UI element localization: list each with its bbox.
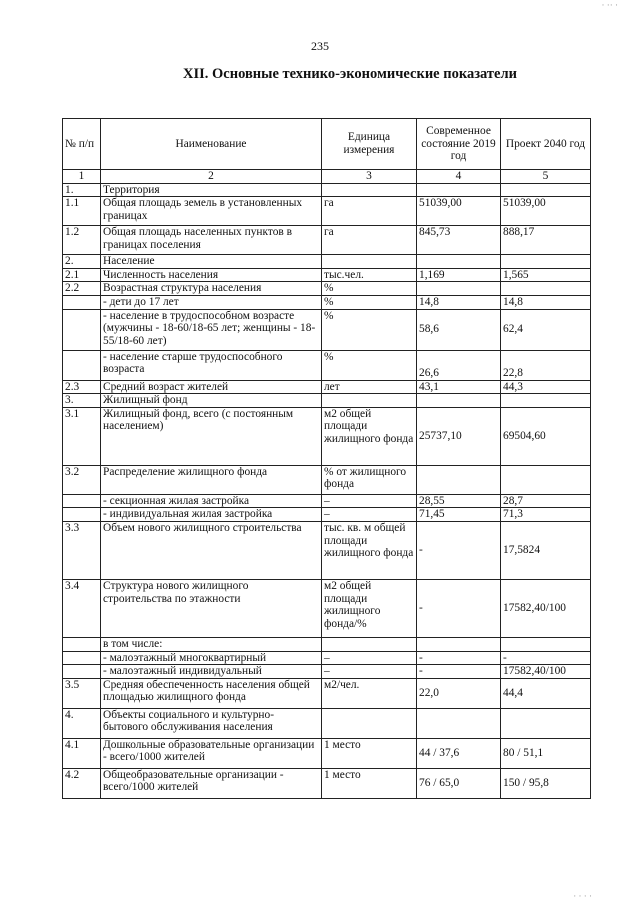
page-title: XII. Основные технико-экономические показатели (183, 66, 517, 82)
cell-project (501, 637, 591, 651)
table-row (63, 678, 591, 708)
cell-unit: % (322, 282, 417, 296)
cell-unit: тыс.чел. (322, 268, 417, 282)
cell-num (63, 295, 101, 309)
table-row (63, 226, 591, 255)
table-row (63, 282, 591, 296)
cell-name: Объем нового жилищного строительства (101, 521, 322, 579)
table-row (63, 738, 591, 768)
cell-name: - малоэтажный многоквартирный (101, 651, 322, 665)
cell-unit: м2 общей площади жилищного фонда/% (322, 579, 417, 637)
cell-num (63, 651, 101, 665)
cell-unit: га (322, 197, 417, 226)
cell-num (63, 309, 101, 350)
cell-name: - секционная жилая застройка (101, 494, 322, 508)
cell-num: 2. (63, 255, 101, 269)
cell-project (501, 282, 591, 296)
cell-unit: % (322, 350, 417, 380)
table-row (63, 665, 591, 679)
cell-unit (322, 183, 417, 197)
table-row (63, 255, 591, 269)
cell-project: 1,565 (501, 268, 591, 282)
cell-num: 2.3 (63, 380, 101, 394)
cell-current: - (417, 579, 501, 637)
cell-project: 44,3 (501, 380, 591, 394)
table-header-row (63, 119, 591, 170)
corner-mark-bottom: · · · · (573, 891, 592, 901)
cell-name: Дошкольные образовательные организации - всего/1000 жителей (101, 738, 322, 768)
column-number: 5 (501, 170, 591, 184)
cell-project (501, 255, 591, 269)
cell-num: 2.2 (63, 282, 101, 296)
cell-project (501, 183, 591, 197)
table-row (63, 380, 591, 394)
table-row (63, 508, 591, 522)
cell-project: 28,7 (501, 494, 591, 508)
cell-unit (322, 637, 417, 651)
cell-name: Средняя обеспеченность населения общей площадью жилищного фонда (101, 678, 322, 708)
cell-project: 22,8 (501, 350, 591, 380)
column-number: 3 (322, 170, 417, 184)
table-row (63, 309, 591, 350)
cell-current: 25737,10 (417, 407, 501, 465)
table-row (63, 579, 591, 637)
column-number: 4 (417, 170, 501, 184)
cell-unit (322, 708, 417, 738)
cell-name: Объекты социального и культурно-бытового обслуживания населения (101, 708, 322, 738)
column-numbering-row (63, 170, 591, 184)
cell-name: Структура нового жилищного строительства по этажности (101, 579, 322, 637)
cell-num: 3.4 (63, 579, 101, 637)
cell-unit: га (322, 226, 417, 255)
cell-current: 22,0 (417, 678, 501, 708)
cell-unit: тыс. кв. м общей площади жилищного фонда (322, 521, 417, 579)
table-row (63, 295, 591, 309)
cell-num: 4.1 (63, 738, 101, 768)
cell-project: 80 / 51,1 (501, 738, 591, 768)
cell-name: - население в трудоспособном возрасте (мужчины - 18-60/18-65 лет; женщины - 18-55/18-60 лет) (101, 309, 322, 350)
cell-name: Жилищный фонд, всего (с постоянным населением) (101, 407, 322, 465)
cell-project: 14,8 (501, 295, 591, 309)
table-row (63, 197, 591, 226)
cell-current: 44 / 37,6 (417, 738, 501, 768)
cell-unit: – (322, 665, 417, 679)
cell-current: 76 / 65,0 (417, 768, 501, 798)
table-row (63, 651, 591, 665)
cell-name: Население (101, 255, 322, 269)
cell-num (63, 494, 101, 508)
cell-current: - (417, 521, 501, 579)
cell-unit (322, 255, 417, 269)
cell-unit: – (322, 508, 417, 522)
cell-name: Возрастная структура населения (101, 282, 322, 296)
cell-unit: – (322, 651, 417, 665)
table-row (63, 708, 591, 738)
cell-name: - население старше трудоспособного возраста (101, 350, 322, 380)
cell-current (417, 465, 501, 494)
cell-current (417, 282, 501, 296)
cell-unit (322, 394, 417, 408)
cell-num (63, 508, 101, 522)
cell-project (501, 708, 591, 738)
cell-unit: лет (322, 380, 417, 394)
cell-project: 69504,60 (501, 407, 591, 465)
cell-project: 44,4 (501, 678, 591, 708)
cell-project: 71,3 (501, 508, 591, 522)
cell-num: 2.1 (63, 268, 101, 282)
cell-unit: 1 место (322, 738, 417, 768)
cell-current: 28,55 (417, 494, 501, 508)
cell-unit: м2 общей площади жилищного фонда (322, 407, 417, 465)
header-project: Проект 2040 год (501, 119, 591, 170)
cell-project: 150 / 95,8 (501, 768, 591, 798)
cell-num: 1. (63, 183, 101, 197)
column-number: 1 (63, 170, 101, 184)
cell-unit: м2/чел. (322, 678, 417, 708)
cell-project: 51039,00 (501, 197, 591, 226)
cell-project: 62,4 (501, 309, 591, 350)
cell-current: 26,6 (417, 350, 501, 380)
cell-name: Общеобразовательные организации - всего/1000 жителей (101, 768, 322, 798)
cell-name: Территория (101, 183, 322, 197)
table-row (63, 350, 591, 380)
table-row (63, 183, 591, 197)
cell-name: - индивидуальная жилая застройка (101, 508, 322, 522)
cell-name: в том числе: (101, 637, 322, 651)
cell-unit: % (322, 309, 417, 350)
cell-current (417, 637, 501, 651)
cell-name: Распределение жилищного фонда (101, 465, 322, 494)
cell-num: 4.2 (63, 768, 101, 798)
table-row (63, 465, 591, 494)
cell-num: 3.5 (63, 678, 101, 708)
page-number: 235 (311, 39, 329, 53)
cell-current (417, 708, 501, 738)
cell-project: 17582,40/100 (501, 579, 591, 637)
header-num: № п/п (63, 119, 101, 170)
cell-num: 1.2 (63, 226, 101, 255)
cell-num: 3.3 (63, 521, 101, 579)
cell-num: 3. (63, 394, 101, 408)
cell-current: - (417, 665, 501, 679)
corner-mark-top: · ·· · (601, 0, 618, 10)
cell-unit: – (322, 494, 417, 508)
cell-current (417, 394, 501, 408)
cell-current: 14,8 (417, 295, 501, 309)
cell-current: 51039,00 (417, 197, 501, 226)
column-number: 2 (101, 170, 322, 184)
table-row (63, 394, 591, 408)
cell-name: Общая площадь населенных пунктов в границах поселения (101, 226, 322, 255)
cell-project: - (501, 651, 591, 665)
header-unit: Единица измерения (322, 119, 417, 170)
cell-current (417, 255, 501, 269)
cell-project: 17,5824 (501, 521, 591, 579)
cell-current: 845,73 (417, 226, 501, 255)
cell-unit: % (322, 295, 417, 309)
cell-num (63, 665, 101, 679)
table-row (63, 637, 591, 651)
header-current: Современное состояние 2019 год (417, 119, 501, 170)
cell-name: Численность населения (101, 268, 322, 282)
table-row (63, 407, 591, 465)
table-row (63, 494, 591, 508)
cell-num (63, 637, 101, 651)
cell-name: - дети до 17 лет (101, 295, 322, 309)
cell-name: Средний возраст жителей (101, 380, 322, 394)
cell-current: - (417, 651, 501, 665)
cell-num: 3.1 (63, 407, 101, 465)
cell-num (63, 350, 101, 380)
cell-name: Жилищный фонд (101, 394, 322, 408)
cell-current: 1,169 (417, 268, 501, 282)
cell-current: 71,45 (417, 508, 501, 522)
cell-current: 43,1 (417, 380, 501, 394)
cell-num: 3.2 (63, 465, 101, 494)
cell-num: 1.1 (63, 197, 101, 226)
table-row (63, 768, 591, 798)
cell-project (501, 394, 591, 408)
cell-name: Общая площадь земель в установленных границах (101, 197, 322, 226)
indicators-table (62, 118, 591, 799)
cell-current (417, 183, 501, 197)
table-row (63, 268, 591, 282)
cell-current: 58,6 (417, 309, 501, 350)
cell-project: 888,17 (501, 226, 591, 255)
table-row (63, 521, 591, 579)
cell-num: 4. (63, 708, 101, 738)
cell-name: - малоэтажный индивидуальный (101, 665, 322, 679)
cell-project (501, 465, 591, 494)
cell-project: 17582,40/100 (501, 665, 591, 679)
cell-unit: % от жилищного фонда (322, 465, 417, 494)
cell-unit: 1 место (322, 768, 417, 798)
header-name: Наименование (101, 119, 322, 170)
